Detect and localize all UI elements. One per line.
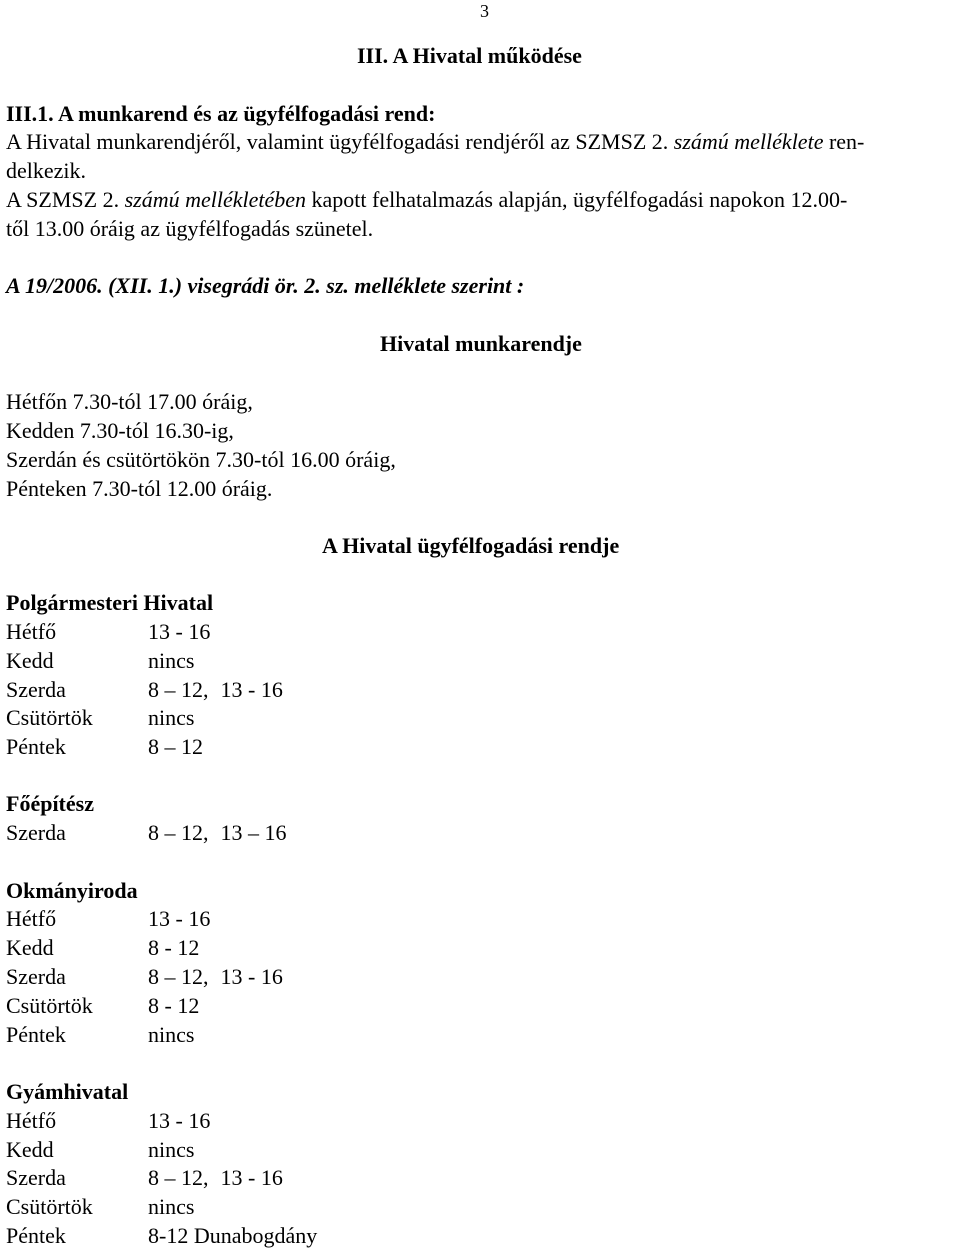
hours: 8 – 12 bbox=[148, 734, 203, 759]
hours-2: 13 - 16 bbox=[220, 677, 283, 702]
day-label: Szerda bbox=[6, 677, 66, 702]
day-label: Kedd bbox=[6, 1137, 54, 1162]
line1-b: ren- bbox=[823, 129, 865, 154]
schedule-row bbox=[6, 679, 283, 701]
hours: 13 - 16 bbox=[148, 1108, 211, 1133]
hours: 8 – 12, bbox=[148, 677, 209, 702]
schedule-row bbox=[6, 650, 194, 672]
hours: 8 - 12 bbox=[148, 993, 200, 1018]
day-label: Péntek bbox=[6, 1022, 66, 1047]
schedule-row bbox=[6, 966, 283, 988]
page-number: 3 bbox=[480, 1, 489, 21]
schedule-row bbox=[6, 736, 203, 758]
day-label: Péntek bbox=[6, 1223, 66, 1248]
hours: 8-12 Dunabogdány bbox=[148, 1223, 318, 1248]
paragraph-line-1 bbox=[6, 131, 864, 153]
day-label: Csütörtök bbox=[6, 993, 93, 1018]
day-label: Csütörtök bbox=[6, 705, 93, 730]
hours: 8 - 12 bbox=[148, 935, 200, 960]
schedule-row bbox=[6, 1139, 194, 1161]
schedule-row bbox=[6, 908, 210, 930]
workhours-line-1: Hétfőn 7.30-tól 17.00 óráig, bbox=[6, 389, 253, 414]
schedule-row bbox=[6, 937, 199, 959]
hours-2: 13 - 16 bbox=[220, 1165, 283, 1190]
workhours-title: Hivatal munkarendje bbox=[380, 331, 582, 356]
hours: nincs bbox=[148, 1137, 195, 1162]
group-title-foepitesz: Főépítész bbox=[6, 791, 94, 816]
schedule-row bbox=[6, 1110, 210, 1132]
hours: 8 – 12, bbox=[148, 1165, 209, 1190]
workhours-line-4: Pénteken 7.30-tól 12.00 óráig. bbox=[6, 476, 273, 501]
section-title: III. A Hivatal működése bbox=[357, 43, 582, 68]
line1-italic: számú melléklete bbox=[673, 129, 824, 154]
schedule-row bbox=[6, 1024, 194, 1046]
group-title-okmanyiroda: Okmányiroda bbox=[6, 878, 138, 903]
line3-italic: számú mellékletében bbox=[124, 187, 307, 212]
hours: nincs bbox=[148, 648, 195, 673]
paragraph-line-3 bbox=[6, 189, 847, 211]
day-label: Hétfő bbox=[6, 1108, 57, 1133]
decree-line bbox=[6, 275, 524, 297]
hours: nincs bbox=[148, 705, 195, 730]
day-label: Kedd bbox=[6, 935, 54, 960]
reception-title: A Hivatal ügyfélfogadási rendje bbox=[322, 533, 620, 558]
schedule-row bbox=[6, 822, 287, 844]
schedule-row bbox=[6, 621, 210, 643]
schedule-row bbox=[6, 995, 199, 1017]
group-title-gyamhivatal: Gyámhivatal bbox=[6, 1079, 129, 1104]
hours: 13 - 16 bbox=[148, 619, 211, 644]
schedule-row bbox=[6, 707, 194, 729]
hours: 8 – 12, bbox=[148, 964, 209, 989]
hours-2: 13 - 16 bbox=[220, 964, 283, 989]
day-label: Kedd bbox=[6, 648, 54, 673]
hours: nincs bbox=[148, 1194, 195, 1219]
hours: 8 – 12, bbox=[148, 820, 209, 845]
day-label: Csütörtök bbox=[6, 1194, 93, 1219]
workhours-line-2: Kedden 7.30-tól 16.30-ig, bbox=[6, 418, 234, 443]
group-title-polgarmesteri: Polgármesteri Hivatal bbox=[6, 590, 214, 615]
schedule-row bbox=[6, 1225, 317, 1247]
day-label: Szerda bbox=[6, 820, 66, 845]
subsection-title: III.1. A munkarend és az ügyfélfogadási rend: bbox=[6, 101, 436, 126]
day-label: Szerda bbox=[6, 964, 66, 989]
day-label: Szerda bbox=[6, 1165, 66, 1190]
line3-b: kapott felhatalmazás alapján, ügyfélfogadási napokon 12.00- bbox=[306, 187, 848, 212]
schedule-row bbox=[6, 1196, 194, 1218]
day-label: Hétfő bbox=[6, 619, 57, 644]
hours: nincs bbox=[148, 1022, 195, 1047]
decree-b: visegrádi ör. 2. sz. melléklete szerint : bbox=[187, 273, 525, 298]
hours-2: 13 – 16 bbox=[220, 820, 287, 845]
day-label: Péntek bbox=[6, 734, 66, 759]
paragraph-line-2: delkezik. bbox=[6, 158, 87, 183]
day-label: Hétfő bbox=[6, 906, 57, 931]
schedule-row bbox=[6, 1167, 283, 1189]
decree-a: A 19/2006. (XII. 1.) bbox=[6, 273, 188, 298]
hours: 13 - 16 bbox=[148, 906, 211, 931]
workhours-line-3: Szerdán és csütörtökön 7.30-tól 16.00 óráig, bbox=[6, 447, 396, 472]
line1-a: A Hivatal munkarendjéről, valamint ügyfélfogadási rendjéről az SZMSZ 2. bbox=[6, 129, 674, 154]
paragraph-line-4: től 13.00 óráig az ügyfélfogadás szünetel. bbox=[6, 216, 374, 241]
line3-a: A SZMSZ 2. bbox=[6, 187, 125, 212]
